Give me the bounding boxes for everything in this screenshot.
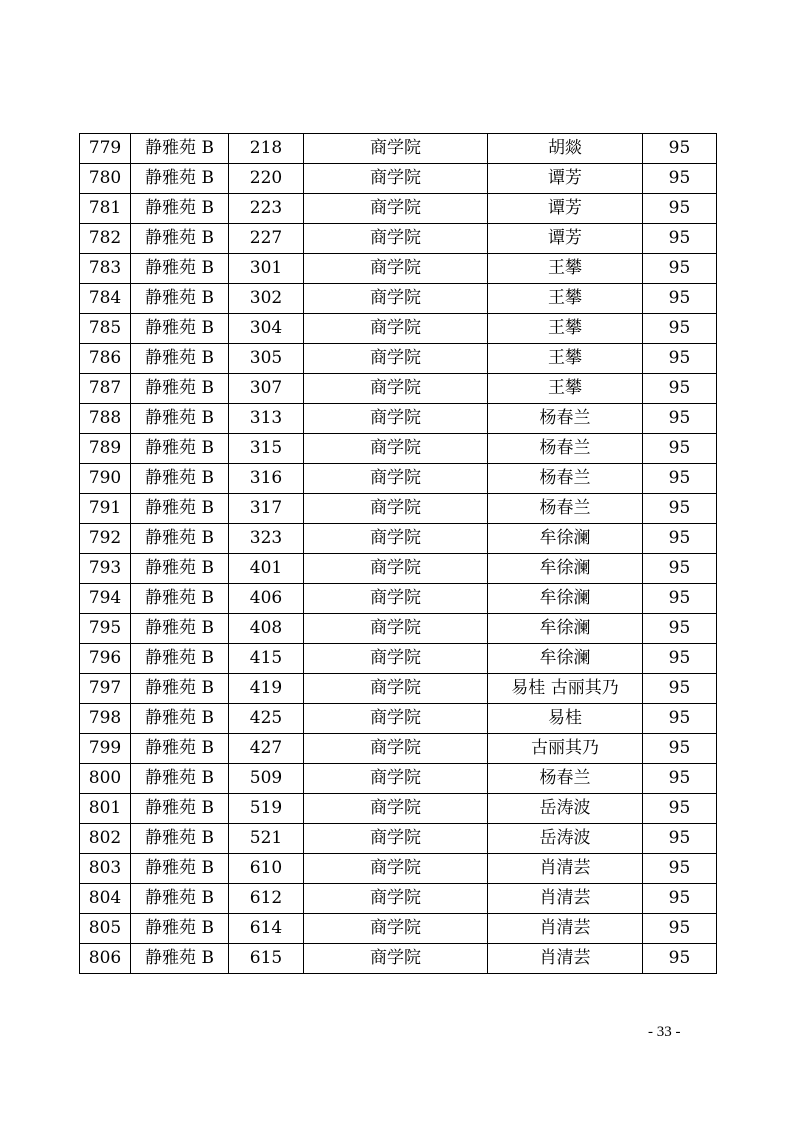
table-row bbox=[80, 854, 717, 884]
table-row bbox=[80, 284, 717, 314]
score-cell: 95 bbox=[643, 344, 717, 374]
room-number-cell: 302 bbox=[229, 284, 304, 314]
building-cell: 静雅苑 B bbox=[131, 404, 229, 434]
college-cell: 商学院 bbox=[304, 524, 488, 554]
row-number-cell: 796 bbox=[80, 644, 131, 674]
dormitory-score-table bbox=[79, 133, 717, 974]
college-cell: 商学院 bbox=[304, 434, 488, 464]
building-cell: 静雅苑 B bbox=[131, 284, 229, 314]
row-number-cell: 800 bbox=[80, 764, 131, 794]
inspector-name-cell: 谭芳 bbox=[488, 194, 643, 224]
row-number-cell: 783 bbox=[80, 254, 131, 284]
score-cell: 95 bbox=[643, 134, 717, 164]
college-cell: 商学院 bbox=[304, 554, 488, 584]
table-row bbox=[80, 224, 717, 254]
inspector-name-cell: 易桂 古丽其乃 bbox=[488, 674, 643, 704]
score-cell: 95 bbox=[643, 644, 717, 674]
inspector-name-cell: 牟徐澜 bbox=[488, 644, 643, 674]
college-cell: 商学院 bbox=[304, 344, 488, 374]
table-row bbox=[80, 734, 717, 764]
room-number-cell: 509 bbox=[229, 764, 304, 794]
table-row bbox=[80, 644, 717, 674]
building-cell: 静雅苑 B bbox=[131, 944, 229, 974]
building-cell: 静雅苑 B bbox=[131, 554, 229, 584]
row-number-cell: 784 bbox=[80, 284, 131, 314]
table-row bbox=[80, 314, 717, 344]
row-number-cell: 798 bbox=[80, 704, 131, 734]
building-cell: 静雅苑 B bbox=[131, 374, 229, 404]
inspector-name-cell: 牟徐澜 bbox=[488, 614, 643, 644]
college-cell: 商学院 bbox=[304, 704, 488, 734]
college-cell: 商学院 bbox=[304, 254, 488, 284]
inspector-name-cell: 王攀 bbox=[488, 284, 643, 314]
row-number-cell: 803 bbox=[80, 854, 131, 884]
room-number-cell: 304 bbox=[229, 314, 304, 344]
row-number-cell: 802 bbox=[80, 824, 131, 854]
row-number-cell: 797 bbox=[80, 674, 131, 704]
score-table-container bbox=[79, 133, 716, 974]
college-cell: 商学院 bbox=[304, 404, 488, 434]
score-cell: 95 bbox=[643, 314, 717, 344]
table-row bbox=[80, 584, 717, 614]
table-row bbox=[80, 614, 717, 644]
room-number-cell: 415 bbox=[229, 644, 304, 674]
table-row bbox=[80, 824, 717, 854]
building-cell: 静雅苑 B bbox=[131, 644, 229, 674]
room-number-cell: 307 bbox=[229, 374, 304, 404]
row-number-cell: 806 bbox=[80, 944, 131, 974]
inspector-name-cell: 岳涛波 bbox=[488, 794, 643, 824]
table-row bbox=[80, 194, 717, 224]
inspector-name-cell: 古丽其乃 bbox=[488, 734, 643, 764]
inspector-name-cell: 肖清芸 bbox=[488, 914, 643, 944]
room-number-cell: 315 bbox=[229, 434, 304, 464]
table-row bbox=[80, 944, 717, 974]
building-cell: 静雅苑 B bbox=[131, 854, 229, 884]
college-cell: 商学院 bbox=[304, 644, 488, 674]
room-number-cell: 323 bbox=[229, 524, 304, 554]
table-row bbox=[80, 524, 717, 554]
building-cell: 静雅苑 B bbox=[131, 794, 229, 824]
row-number-cell: 791 bbox=[80, 494, 131, 524]
room-number-cell: 615 bbox=[229, 944, 304, 974]
college-cell: 商学院 bbox=[304, 614, 488, 644]
table-row bbox=[80, 404, 717, 434]
score-cell: 95 bbox=[643, 374, 717, 404]
inspector-name-cell: 胡燚 bbox=[488, 134, 643, 164]
row-number-cell: 789 bbox=[80, 434, 131, 464]
room-number-cell: 612 bbox=[229, 884, 304, 914]
room-number-cell: 218 bbox=[229, 134, 304, 164]
inspector-name-cell: 牟徐澜 bbox=[488, 554, 643, 584]
score-cell: 95 bbox=[643, 164, 717, 194]
table-row bbox=[80, 674, 717, 704]
room-number-cell: 419 bbox=[229, 674, 304, 704]
inspector-name-cell: 杨春兰 bbox=[488, 764, 643, 794]
page-number: - 33 - bbox=[648, 1024, 681, 1040]
row-number-cell: 792 bbox=[80, 524, 131, 554]
table-row bbox=[80, 374, 717, 404]
building-cell: 静雅苑 B bbox=[131, 674, 229, 704]
score-cell: 95 bbox=[643, 284, 717, 314]
score-cell: 95 bbox=[643, 944, 717, 974]
building-cell: 静雅苑 B bbox=[131, 764, 229, 794]
building-cell: 静雅苑 B bbox=[131, 134, 229, 164]
building-cell: 静雅苑 B bbox=[131, 524, 229, 554]
score-cell: 95 bbox=[643, 674, 717, 704]
score-cell: 95 bbox=[643, 404, 717, 434]
table-row bbox=[80, 254, 717, 284]
inspector-name-cell: 岳涛波 bbox=[488, 824, 643, 854]
college-cell: 商学院 bbox=[304, 764, 488, 794]
college-cell: 商学院 bbox=[304, 824, 488, 854]
score-cell: 95 bbox=[643, 554, 717, 584]
score-cell: 95 bbox=[643, 914, 717, 944]
building-cell: 静雅苑 B bbox=[131, 704, 229, 734]
table-row bbox=[80, 494, 717, 524]
college-cell: 商学院 bbox=[304, 374, 488, 404]
score-cell: 95 bbox=[643, 734, 717, 764]
building-cell: 静雅苑 B bbox=[131, 314, 229, 344]
table-row bbox=[80, 914, 717, 944]
college-cell: 商学院 bbox=[304, 464, 488, 494]
row-number-cell: 787 bbox=[80, 374, 131, 404]
table-row bbox=[80, 704, 717, 734]
score-cell: 95 bbox=[643, 494, 717, 524]
building-cell: 静雅苑 B bbox=[131, 914, 229, 944]
table-row bbox=[80, 134, 717, 164]
room-number-cell: 305 bbox=[229, 344, 304, 374]
building-cell: 静雅苑 B bbox=[131, 584, 229, 614]
inspector-name-cell: 王攀 bbox=[488, 374, 643, 404]
inspector-name-cell: 杨春兰 bbox=[488, 404, 643, 434]
row-number-cell: 799 bbox=[80, 734, 131, 764]
college-cell: 商学院 bbox=[304, 164, 488, 194]
table-body bbox=[80, 134, 717, 974]
row-number-cell: 805 bbox=[80, 914, 131, 944]
room-number-cell: 425 bbox=[229, 704, 304, 734]
inspector-name-cell: 谭芳 bbox=[488, 164, 643, 194]
inspector-name-cell: 谭芳 bbox=[488, 224, 643, 254]
room-number-cell: 408 bbox=[229, 614, 304, 644]
building-cell: 静雅苑 B bbox=[131, 734, 229, 764]
score-cell: 95 bbox=[643, 884, 717, 914]
building-cell: 静雅苑 B bbox=[131, 494, 229, 524]
inspector-name-cell: 肖清芸 bbox=[488, 884, 643, 914]
table-row bbox=[80, 464, 717, 494]
building-cell: 静雅苑 B bbox=[131, 884, 229, 914]
room-number-cell: 227 bbox=[229, 224, 304, 254]
table-row bbox=[80, 434, 717, 464]
row-number-cell: 781 bbox=[80, 194, 131, 224]
row-number-cell: 788 bbox=[80, 404, 131, 434]
room-number-cell: 401 bbox=[229, 554, 304, 584]
room-number-cell: 427 bbox=[229, 734, 304, 764]
inspector-name-cell: 王攀 bbox=[488, 314, 643, 344]
inspector-name-cell: 肖清芸 bbox=[488, 944, 643, 974]
inspector-name-cell: 易桂 bbox=[488, 704, 643, 734]
building-cell: 静雅苑 B bbox=[131, 224, 229, 254]
score-cell: 95 bbox=[643, 254, 717, 284]
college-cell: 商学院 bbox=[304, 494, 488, 524]
room-number-cell: 301 bbox=[229, 254, 304, 284]
table-row bbox=[80, 794, 717, 824]
row-number-cell: 793 bbox=[80, 554, 131, 584]
building-cell: 静雅苑 B bbox=[131, 464, 229, 494]
inspector-name-cell: 王攀 bbox=[488, 254, 643, 284]
table-row bbox=[80, 764, 717, 794]
building-cell: 静雅苑 B bbox=[131, 434, 229, 464]
score-cell: 95 bbox=[643, 524, 717, 554]
row-number-cell: 794 bbox=[80, 584, 131, 614]
row-number-cell: 780 bbox=[80, 164, 131, 194]
room-number-cell: 317 bbox=[229, 494, 304, 524]
row-number-cell: 782 bbox=[80, 224, 131, 254]
college-cell: 商学院 bbox=[304, 584, 488, 614]
table-row bbox=[80, 884, 717, 914]
row-number-cell: 804 bbox=[80, 884, 131, 914]
table-row bbox=[80, 554, 717, 584]
building-cell: 静雅苑 B bbox=[131, 614, 229, 644]
room-number-cell: 223 bbox=[229, 194, 304, 224]
table-row bbox=[80, 344, 717, 374]
score-cell: 95 bbox=[643, 194, 717, 224]
inspector-name-cell: 杨春兰 bbox=[488, 494, 643, 524]
college-cell: 商学院 bbox=[304, 284, 488, 314]
score-cell: 95 bbox=[643, 824, 717, 854]
building-cell: 静雅苑 B bbox=[131, 344, 229, 374]
building-cell: 静雅苑 B bbox=[131, 194, 229, 224]
row-number-cell: 786 bbox=[80, 344, 131, 374]
room-number-cell: 406 bbox=[229, 584, 304, 614]
row-number-cell: 801 bbox=[80, 794, 131, 824]
college-cell: 商学院 bbox=[304, 734, 488, 764]
room-number-cell: 220 bbox=[229, 164, 304, 194]
building-cell: 静雅苑 B bbox=[131, 254, 229, 284]
inspector-name-cell: 牟徐澜 bbox=[488, 584, 643, 614]
room-number-cell: 610 bbox=[229, 854, 304, 884]
inspector-name-cell: 牟徐澜 bbox=[488, 524, 643, 554]
table-row bbox=[80, 164, 717, 194]
room-number-cell: 614 bbox=[229, 914, 304, 944]
college-cell: 商学院 bbox=[304, 794, 488, 824]
score-cell: 95 bbox=[643, 224, 717, 254]
inspector-name-cell: 王攀 bbox=[488, 344, 643, 374]
room-number-cell: 313 bbox=[229, 404, 304, 434]
inspector-name-cell: 杨春兰 bbox=[488, 434, 643, 464]
room-number-cell: 519 bbox=[229, 794, 304, 824]
score-cell: 95 bbox=[643, 794, 717, 824]
score-cell: 95 bbox=[643, 584, 717, 614]
row-number-cell: 795 bbox=[80, 614, 131, 644]
room-number-cell: 521 bbox=[229, 824, 304, 854]
row-number-cell: 790 bbox=[80, 464, 131, 494]
college-cell: 商学院 bbox=[304, 194, 488, 224]
inspector-name-cell: 杨春兰 bbox=[488, 464, 643, 494]
score-cell: 95 bbox=[643, 434, 717, 464]
college-cell: 商学院 bbox=[304, 314, 488, 344]
score-cell: 95 bbox=[643, 464, 717, 494]
row-number-cell: 779 bbox=[80, 134, 131, 164]
room-number-cell: 316 bbox=[229, 464, 304, 494]
score-cell: 95 bbox=[643, 614, 717, 644]
score-cell: 95 bbox=[643, 704, 717, 734]
score-cell: 95 bbox=[643, 854, 717, 884]
inspector-name-cell: 肖清芸 bbox=[488, 854, 643, 884]
score-cell: 95 bbox=[643, 764, 717, 794]
college-cell: 商学院 bbox=[304, 224, 488, 254]
building-cell: 静雅苑 B bbox=[131, 824, 229, 854]
row-number-cell: 785 bbox=[80, 314, 131, 344]
college-cell: 商学院 bbox=[304, 674, 488, 704]
building-cell: 静雅苑 B bbox=[131, 164, 229, 194]
college-cell: 商学院 bbox=[304, 914, 488, 944]
college-cell: 商学院 bbox=[304, 944, 488, 974]
college-cell: 商学院 bbox=[304, 884, 488, 914]
college-cell: 商学院 bbox=[304, 854, 488, 884]
college-cell: 商学院 bbox=[304, 134, 488, 164]
